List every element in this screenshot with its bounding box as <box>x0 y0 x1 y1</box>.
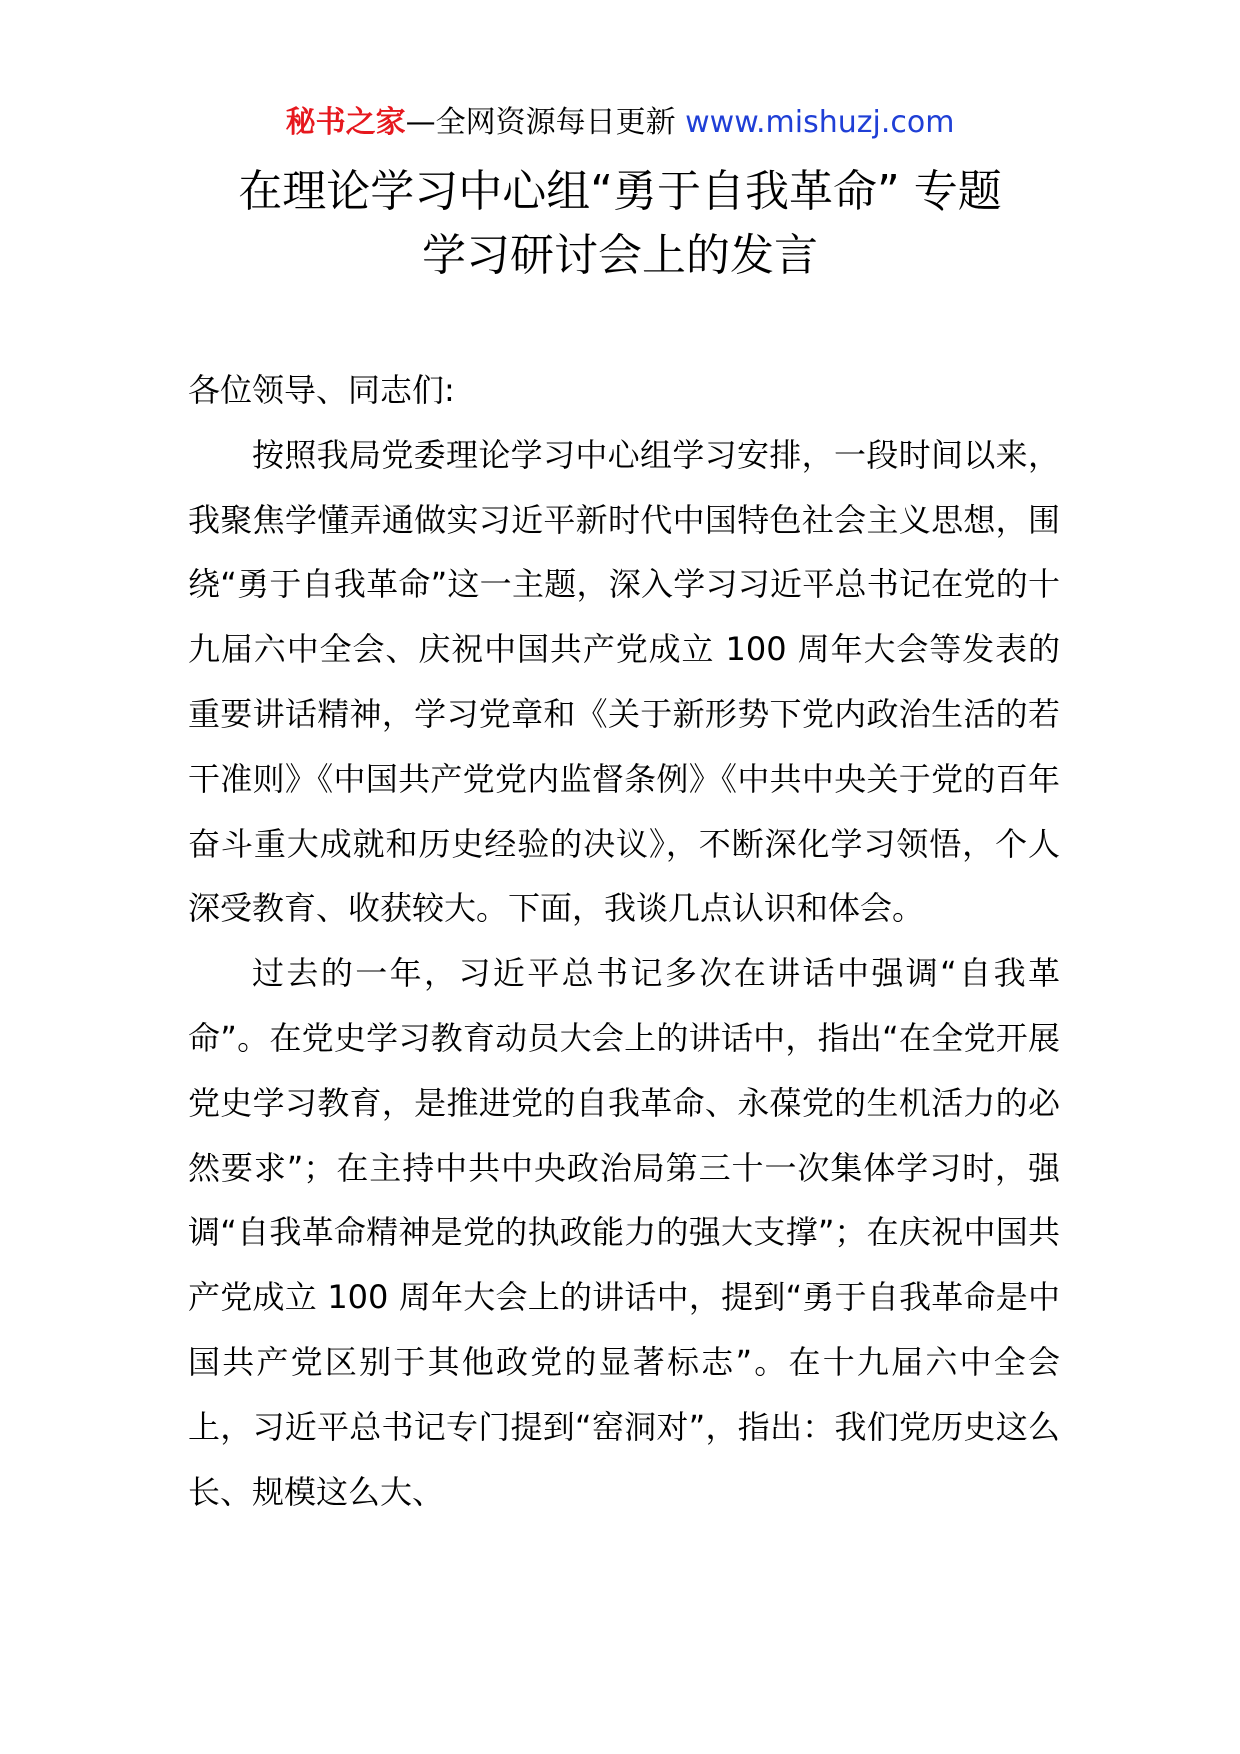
paragraph-2: 过去的一年，习近平总书记多次在讲话中强调“自我革命”。在党史学习教育动员大会上的讲话中，指出“在全党开展党史学习教育，是推进党的自我革命、永葆党的生机活力的必然要求”；在主持中共中央政治局第三十一次集体学习时，强调“自我革命精神是党的执政能力的强大支撑”；在庆祝中国共产党成立 100 周年大会上的讲话中，提到“勇于自我革命是中国共产党区别于其他政党的显著标志”。在十九届六中全会上，习近平总书记专门提到“窑洞对”，指出：我们党历史这么长、规模这么大、 <box>188 954 1060 1511</box>
document-body <box>188 358 1060 1524</box>
site-tagline: —全网资源每日更新 <box>405 105 676 140</box>
paragraph-1: 按照我局党委理论学习中心组学习安排，一段时间以来，我聚焦学懂弄通做实习近平新时代中国特色社会主义思想，围绕“勇于自我革命”这一主题，深入学习习近平总书记在党的十九届六中全会、庆祝中国共产党成立 100 周年大会等发表的重要讲话精神，学习党章和《关于新形势下党内政治生活的若干准则》《中国共产党党内监督条例》《中共中央关于党的百年奋斗重大成就和历史经验的决议》，不断深化学习领悟，个人深受教育、收获较大。下面，我谈几点认识和体会。 <box>188 435 1060 928</box>
site-header <box>0 101 1240 145</box>
document-title <box>0 160 1240 288</box>
title-line-2: 学习研讨会上的发言 <box>422 230 818 281</box>
title-line-1: 在理论学习中心组“勇于自我革命” 专题 <box>238 166 1002 217</box>
site-url-link[interactable]: www.mishuzj.com <box>685 105 955 140</box>
site-brand: 秘书之家 <box>285 105 406 140</box>
greeting: 各位领导、同志们: <box>188 371 455 409</box>
